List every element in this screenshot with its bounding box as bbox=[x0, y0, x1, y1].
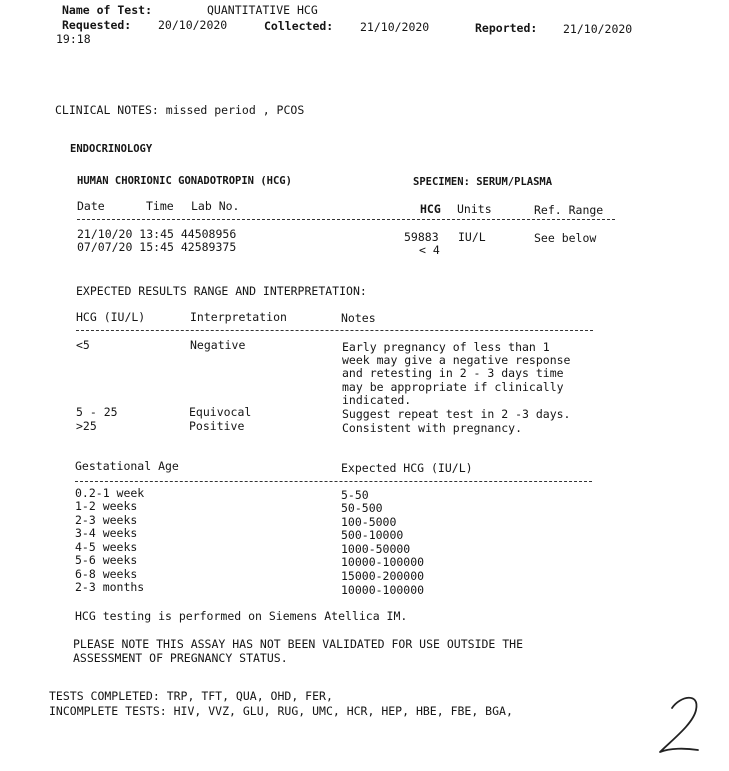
gest-row-age: 2-3 weeks bbox=[75, 513, 138, 527]
collected-date: 21/10/2020 bbox=[360, 20, 430, 34]
gest-row-age: 5-6 weeks bbox=[75, 553, 138, 567]
col-date-header: Date bbox=[77, 199, 105, 213]
interp-row-note-line: week may give a negative response bbox=[342, 353, 571, 367]
handwritten-page-number bbox=[650, 690, 710, 760]
gestation-divider bbox=[75, 481, 592, 482]
result-row-datetime-lab: 07/07/20 15:45 42589375 bbox=[77, 240, 237, 254]
clinical-notes: CLINICAL NOTES: missed period , PCOS bbox=[55, 103, 305, 117]
interp-col-hcg-header: HCG (IU/L) bbox=[76, 310, 146, 324]
interp-row-note-line: Suggest repeat test in 2 -3 days. bbox=[342, 407, 571, 421]
interp-col-notes-header: Notes bbox=[341, 311, 376, 325]
section-title: ENDOCRINOLOGY bbox=[70, 143, 153, 155]
gest-row-hcg: 15000-200000 bbox=[341, 569, 425, 583]
gest-row-hcg: 10000-100000 bbox=[341, 583, 425, 597]
col-labno-header: Lab No. bbox=[191, 199, 240, 213]
test-title: HUMAN CHORIONIC GONADOTROPIN (HCG) bbox=[77, 175, 292, 187]
specimen-label: SPECIMEN: SERUM/PLASMA bbox=[413, 176, 553, 188]
interp-row-note-line: and retesting in 2 - 3 days time bbox=[342, 366, 564, 380]
test-name-label: Name of Test: bbox=[62, 3, 153, 17]
interp-row-interpretation: Negative bbox=[190, 338, 246, 352]
results-divider bbox=[77, 219, 615, 220]
gest-row-hcg: 500-10000 bbox=[341, 528, 404, 542]
requested-date: 20/10/2020 bbox=[158, 18, 228, 32]
result-row-units: IU/L bbox=[458, 230, 486, 244]
col-units-header: Units bbox=[457, 202, 492, 216]
gest-row-age: 3-4 weeks bbox=[75, 526, 138, 540]
result-row-ref: See below bbox=[534, 231, 597, 245]
gest-row-hcg: 10000-100000 bbox=[341, 555, 425, 569]
reported-label: Reported: bbox=[475, 21, 538, 35]
interp-row-note-line: Early pregnancy of less than 1 bbox=[342, 340, 550, 354]
gest-row-age: 4-5 weeks bbox=[75, 540, 138, 554]
gest-row-age: 2-3 months bbox=[75, 580, 145, 594]
result-row-hcg: < 4 bbox=[419, 243, 440, 257]
interp-row-hcg: 5 - 25 bbox=[76, 405, 118, 419]
gest-col-age-header: Gestational Age bbox=[75, 459, 179, 473]
gest-row-hcg: 50-500 bbox=[341, 501, 383, 515]
interp-row-hcg: >25 bbox=[76, 419, 97, 433]
interp-col-interpretation-header: Interpretation bbox=[190, 310, 287, 324]
interpretation-divider bbox=[76, 330, 593, 331]
gest-row-age: 1-2 weeks bbox=[75, 499, 138, 513]
gest-row-age: 0.2-1 week bbox=[75, 486, 145, 500]
gest-col-expected-header: Expected HCG (IU/L) bbox=[341, 461, 473, 475]
col-time-header: Time bbox=[146, 199, 174, 213]
collected-label: Collected: bbox=[264, 19, 334, 33]
validation-warning-line-1: PLEASE NOTE THIS ASSAY HAS NOT BEEN VALIDATED FOR USE OUTSIDE THE bbox=[73, 637, 524, 651]
result-row-hcg: 59883 bbox=[404, 230, 439, 244]
validation-warning-line-2: ASSESSMENT OF PREGNANCY STATUS. bbox=[73, 651, 288, 665]
interp-row-hcg: <5 bbox=[76, 338, 90, 352]
gest-row-age: 6-8 weeks bbox=[75, 567, 138, 581]
interpretation-title: EXPECTED RESULTS RANGE AND INTERPRETATION: bbox=[76, 284, 367, 298]
requested-label: Requested: bbox=[62, 18, 132, 32]
gest-row-hcg: 100-5000 bbox=[341, 515, 397, 529]
result-row-datetime-lab: 21/10/20 13:45 44508956 bbox=[77, 227, 237, 241]
interp-row-interpretation: Positive bbox=[189, 419, 245, 433]
tests-incomplete: INCOMPLETE TESTS: HIV, VVZ, GLU, RUG, UMC, HCR, HEP, HBE, FBE, BGA, bbox=[49, 704, 513, 718]
interp-row-interpretation: Equivocal bbox=[189, 405, 252, 419]
interp-row-note-line: Consistent with pregnancy. bbox=[342, 421, 523, 435]
col-ref-header: Ref. Range bbox=[534, 203, 604, 217]
gest-row-hcg: 1000-50000 bbox=[341, 542, 411, 556]
tests-completed: TESTS COMPLETED: TRP, TFT, QUA, OHD, FER, bbox=[49, 689, 333, 703]
test-name-value: QUANTITATIVE HCG bbox=[207, 3, 318, 17]
platform-note: HCG testing is performed on Siemens Atellica IM. bbox=[75, 609, 408, 623]
requested-time: 19:18 bbox=[56, 32, 91, 46]
interp-row-note-line: indicated. bbox=[342, 393, 412, 407]
col-hcg-header: HCG bbox=[420, 202, 441, 216]
gest-row-hcg: 5-50 bbox=[341, 488, 369, 502]
interp-row-note-line: may be appropriate if clinically bbox=[342, 380, 564, 394]
reported-date: 21/10/2020 bbox=[563, 22, 633, 36]
